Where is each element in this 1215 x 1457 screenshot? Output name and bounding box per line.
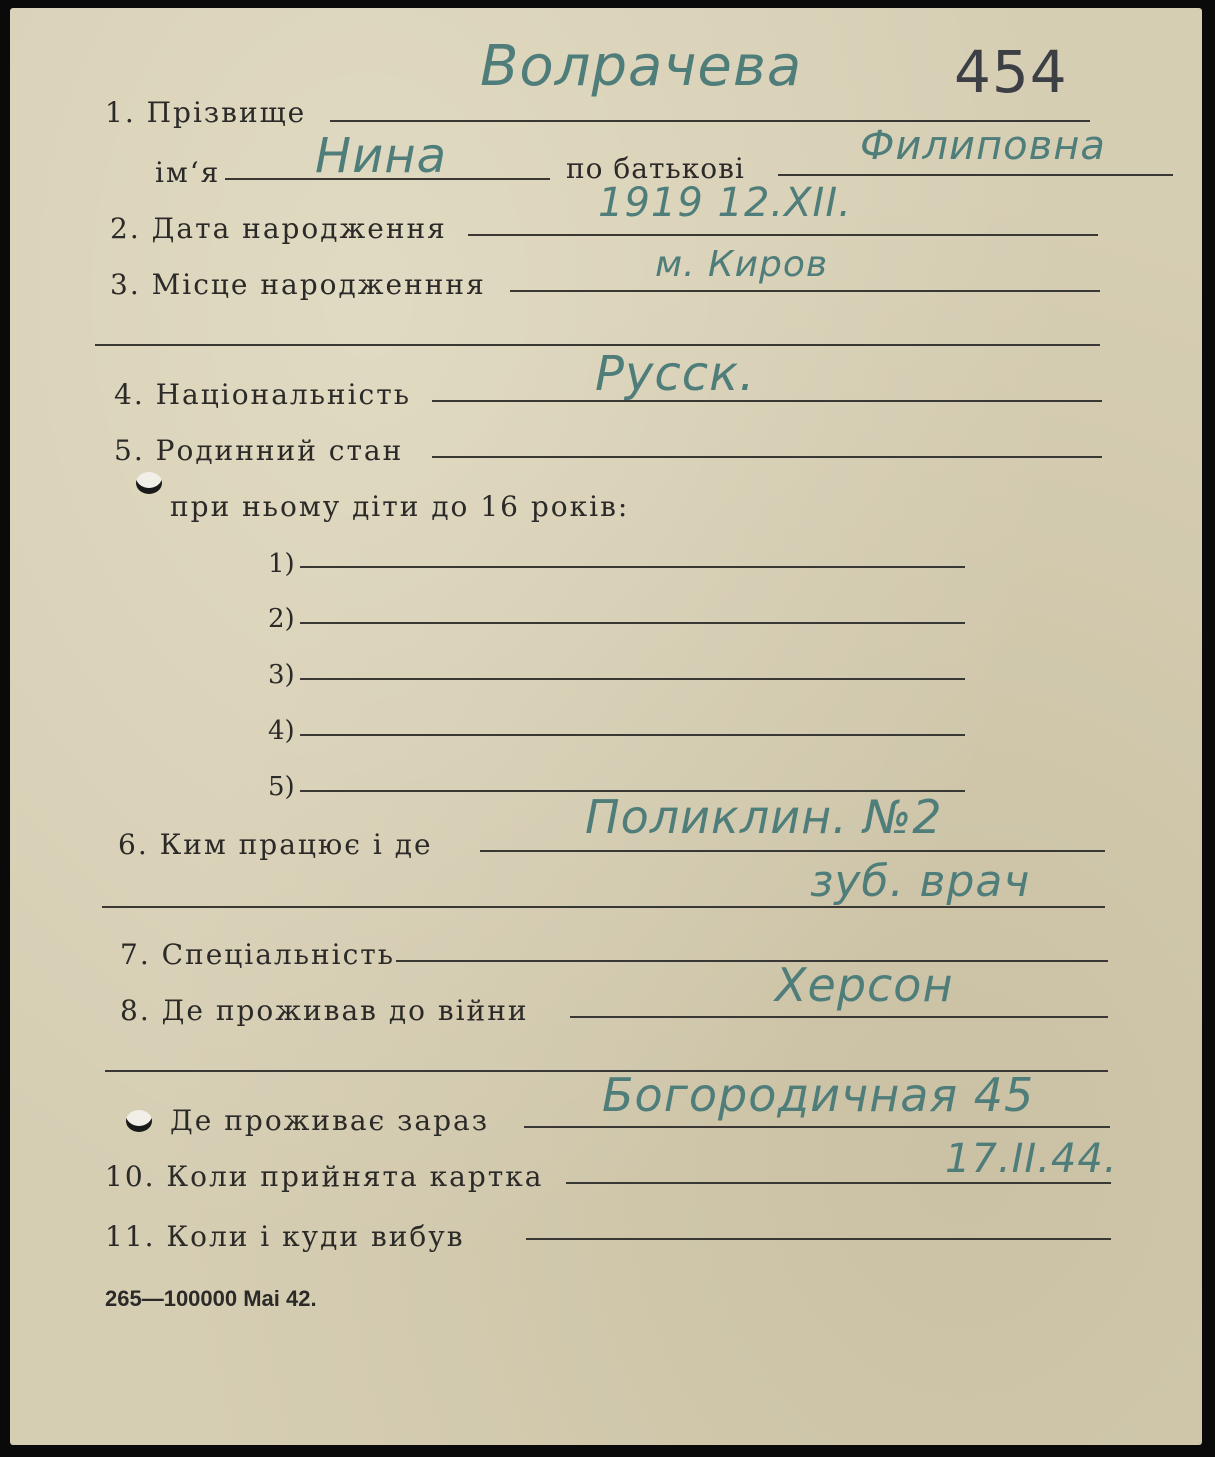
birth-date-value: 1919 12.XII. [598,180,852,226]
current-line [524,1126,1110,1128]
birth-place-value: м. Киров [655,244,829,285]
surname-line [330,120,1090,122]
prewar-label: 8. Де проживав до війни [120,994,529,1027]
current-label: Де проживає зараз [170,1104,489,1137]
work-label: 6. Ким працює і де [118,828,433,861]
work-place-value: Поликлин. №2 [585,790,943,844]
child-5-label: 5) [268,772,295,802]
birth-place-label: 3. Місце народженння [110,268,486,301]
birth-date-label: 2. Дата народження [110,212,447,245]
punch-hole-top [136,472,162,494]
nationality-label: 4. Національність [114,378,411,411]
accepted-line [566,1182,1111,1184]
surname-value: Волрачева [480,34,803,99]
marital-line [432,456,1102,458]
print-footer: 265—100000 Mai 42. [105,1286,317,1311]
patronymic-line [778,174,1173,176]
child-1-label: 1) [268,549,295,579]
work-role-value: зуб. врач [810,856,1031,907]
specialty-label: 7. Спеціальність [120,938,395,971]
child-3-label: 3) [268,660,295,690]
card-number: 454 [954,38,1068,106]
child-4-line [300,734,965,736]
departed-label: 11. Коли і куди вибув [105,1220,465,1253]
prewar-line [570,1016,1108,1018]
birth-date-line [468,234,1098,236]
current-value: Богородичная 45 [602,1068,1035,1122]
name-label: ім‘я [155,156,221,189]
nationality-value: Русск. [595,346,756,402]
name-value: Нина [315,128,448,184]
child-3-line [300,678,965,680]
departed-line [526,1238,1111,1240]
registration-card [10,8,1202,1445]
patronymic-label: по батькові [566,152,745,185]
punch-hole-bottom [126,1110,152,1132]
child-4-label: 4) [268,716,295,746]
children-label: при ньому діти до 16 років: [170,490,630,523]
child-2-label: 2) [268,604,295,634]
specialty-line [396,960,1108,962]
child-2-line [300,622,965,624]
surname-label: 1. Прізвище [105,96,307,129]
birth-place-line [510,290,1100,292]
patronymic-value: Филиповна [860,123,1106,169]
prewar-value: Херсон [775,958,954,1012]
accepted-value: 17.II.44. [945,1136,1118,1182]
marital-label: 5. Родинний стан [114,434,404,467]
work-line [480,850,1105,852]
nationality-line [432,400,1102,402]
child-1-line [300,566,965,568]
accepted-label: 10. Коли прийнята картка [105,1160,544,1193]
